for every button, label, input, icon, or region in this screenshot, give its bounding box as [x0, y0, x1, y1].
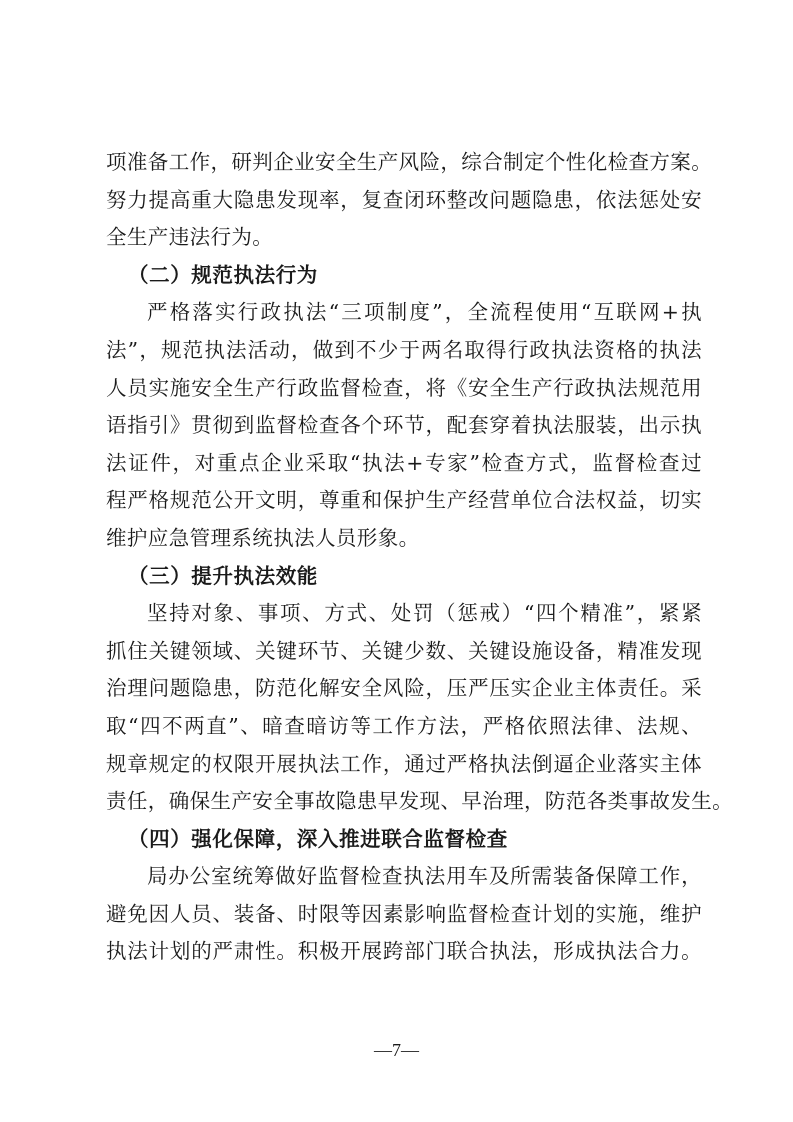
paragraph-line: 项准备工作，研判企业安全生产风险，综合制定个性化检查方案。 — [106, 150, 713, 174]
paragraph-line: 责任，确保生产安全事故隐患早发现、早治理，防范各类事故发生。 — [106, 789, 733, 814]
section-heading-2: （二）规范执法行为 — [128, 262, 318, 287]
paragraph-line: 维护应急管理系统执法人员形象。 — [106, 525, 420, 550]
paragraph-line: 人员实施安全生产行政监督检查，将《安全生产行政执法规范用 — [106, 375, 702, 400]
paragraph-line: 规章规定的权限开展执法工作，通过严格执法倒逼企业落实主体 — [106, 751, 702, 776]
paragraph-line: 抓住关键领域、关键环节、关键少数、关键设施设备，精准发现 — [106, 638, 702, 663]
paragraph-line: 严格落实行政执法“三项制度”，全流程使用“互联网+执 — [147, 300, 702, 325]
paragraph-line: 局办公室统筹做好监督检查执法用车及所需装备保障工作， — [147, 864, 702, 889]
paragraph-line: 治理问题隐患，防范化解安全风险，压严压实企业主体责任。采 — [106, 676, 702, 701]
paragraph-line: 法”，规范执法活动，做到不少于两名取得行政执法资格的执法 — [106, 337, 702, 362]
document-body — [106, 144, 733, 971]
paragraph-line: 程严格规范公开文明，尊重和保护生产经营单位合法权益，切实 — [106, 488, 702, 513]
page-number: —7— — [374, 1040, 419, 1060]
paragraph-line: 坚持对象、事项、方式、处罚（惩戒）“四个精准”，紧紧 — [147, 601, 702, 626]
paragraph-line: 语指引》贯彻到监督检查各个环节，配套穿着执法服装，出示执 — [106, 413, 702, 438]
paragraph-line: 执法计划的严肃性。积极开展跨部门联合执法，形成执法合力。 — [106, 939, 702, 964]
paragraph-line: 全生产违法行为。 — [106, 225, 274, 250]
section-heading-4: （四）强化保障，深入推进联合监督检查 — [128, 826, 508, 851]
paragraph-line: 避免因人员、装备、时限等因素影响监督检查计划的实施，维护 — [106, 901, 702, 926]
paragraph-line: 努力提高重大隐患发现率，复查闭环整改问题隐患，依法惩处安 — [106, 187, 702, 212]
paragraph-line: 取“四不两直”、暗查暗访等工作方法，严格依照法律、法规、 — [106, 713, 702, 738]
section-heading-3: （三）提升执法效能 — [128, 563, 318, 588]
paragraph-line: 法证件，对重点企业采取“执法+专家”检查方式，监督检查过 — [106, 450, 702, 475]
